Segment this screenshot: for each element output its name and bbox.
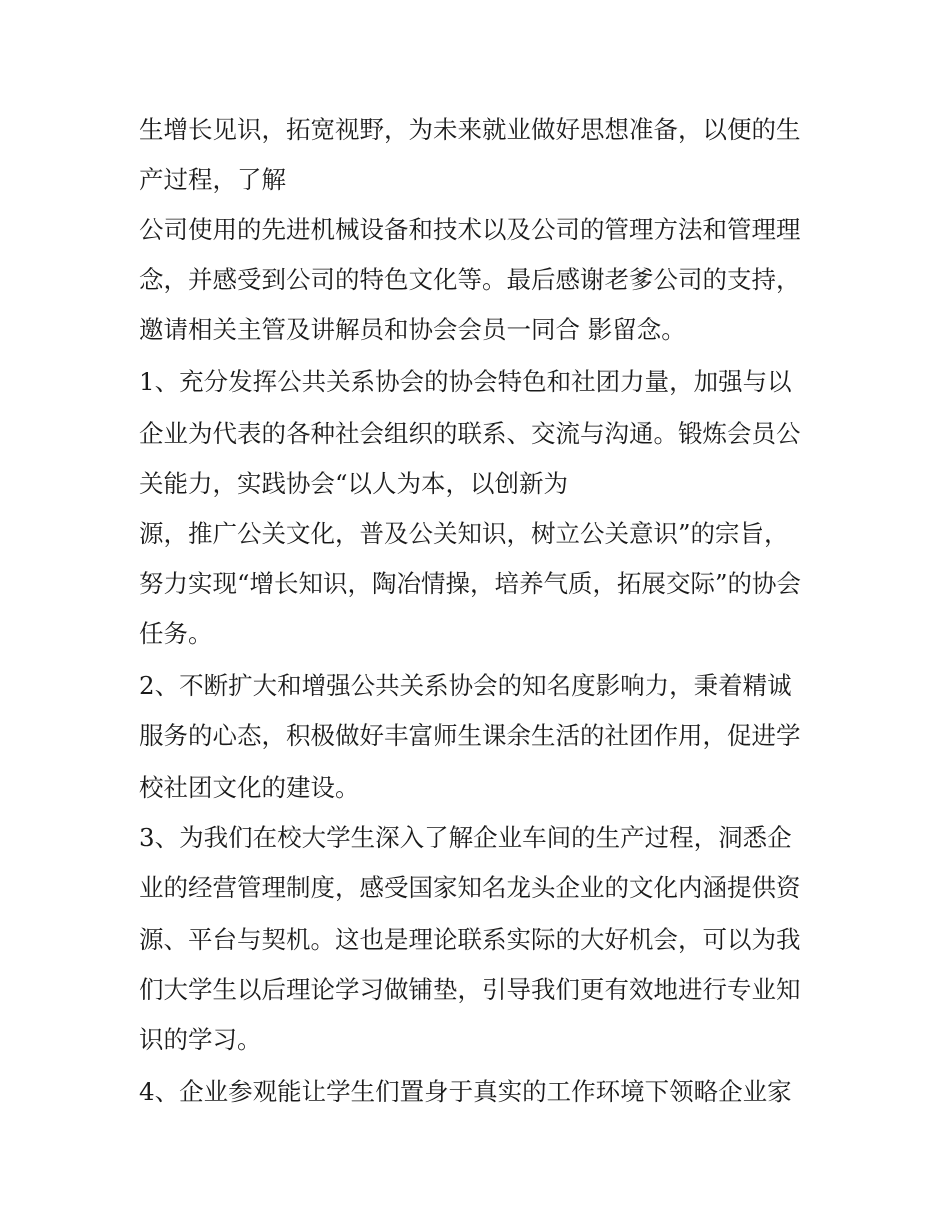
text-line: 源，推广公关文化，普及公关知识，树立公关意识”的宗旨， — [139, 519, 789, 548]
text-line: 关能力，实践协会“以人为本，以创新为 — [139, 469, 569, 498]
text-line: 识的学习。 — [139, 1025, 262, 1054]
text-line: 4、企业参观能让学生们置身于真实的工作环境下领略企业家 — [139, 1077, 792, 1106]
text-line: 校社团文化的建设。 — [139, 773, 360, 802]
text-line: 企业为代表的各种社会组织的联系、交流与沟通。锻炼会员公 — [139, 419, 801, 448]
text-line: 3、为我们在校大学生深入了解企业车间的生产过程，洞悉企 — [139, 823, 792, 852]
text-line: 们大学生以后理论学习做铺垫，引导我们更有效地进行专业知 — [139, 975, 801, 1004]
text-line: 念，并感受到公司的特色文化等。最后感谢老爹公司的支持， — [139, 265, 801, 294]
text-line: 生增长见识，拓宽视野，为未来就业做好思想准备，以便的生 — [139, 115, 801, 144]
text-line: 任务。 — [139, 619, 213, 648]
text-line: 服务的心态，积极做好丰富师生课余生活的社团作用，促进学 — [139, 721, 801, 750]
text-line: 产过程，了解 — [139, 165, 286, 194]
text-line: 公司使用的先进机械设备和技术以及公司的管理方法和管理理 — [139, 215, 801, 244]
text-line: 1、充分发挥公共关系协会的协会特色和社团力量，加强与以 — [139, 367, 792, 396]
text-line: 2、不断扩大和增强公共关系协会的知名度影响力，秉着精诚 — [139, 671, 792, 700]
text-line: 源、平台与契机。这也是理论联系实际的大好机会，可以为我 — [139, 925, 801, 954]
text-line: 邀请相关主管及讲解员和协会会员一同合 影留念。 — [139, 315, 686, 344]
text-line: 努力实现“增长知识，陶冶情操，培养气质，拓展交际”的协会 — [139, 569, 802, 598]
text-line: 业的经营管理制度，感受国家知名龙头企业的文化内涵提供资 — [139, 873, 801, 902]
